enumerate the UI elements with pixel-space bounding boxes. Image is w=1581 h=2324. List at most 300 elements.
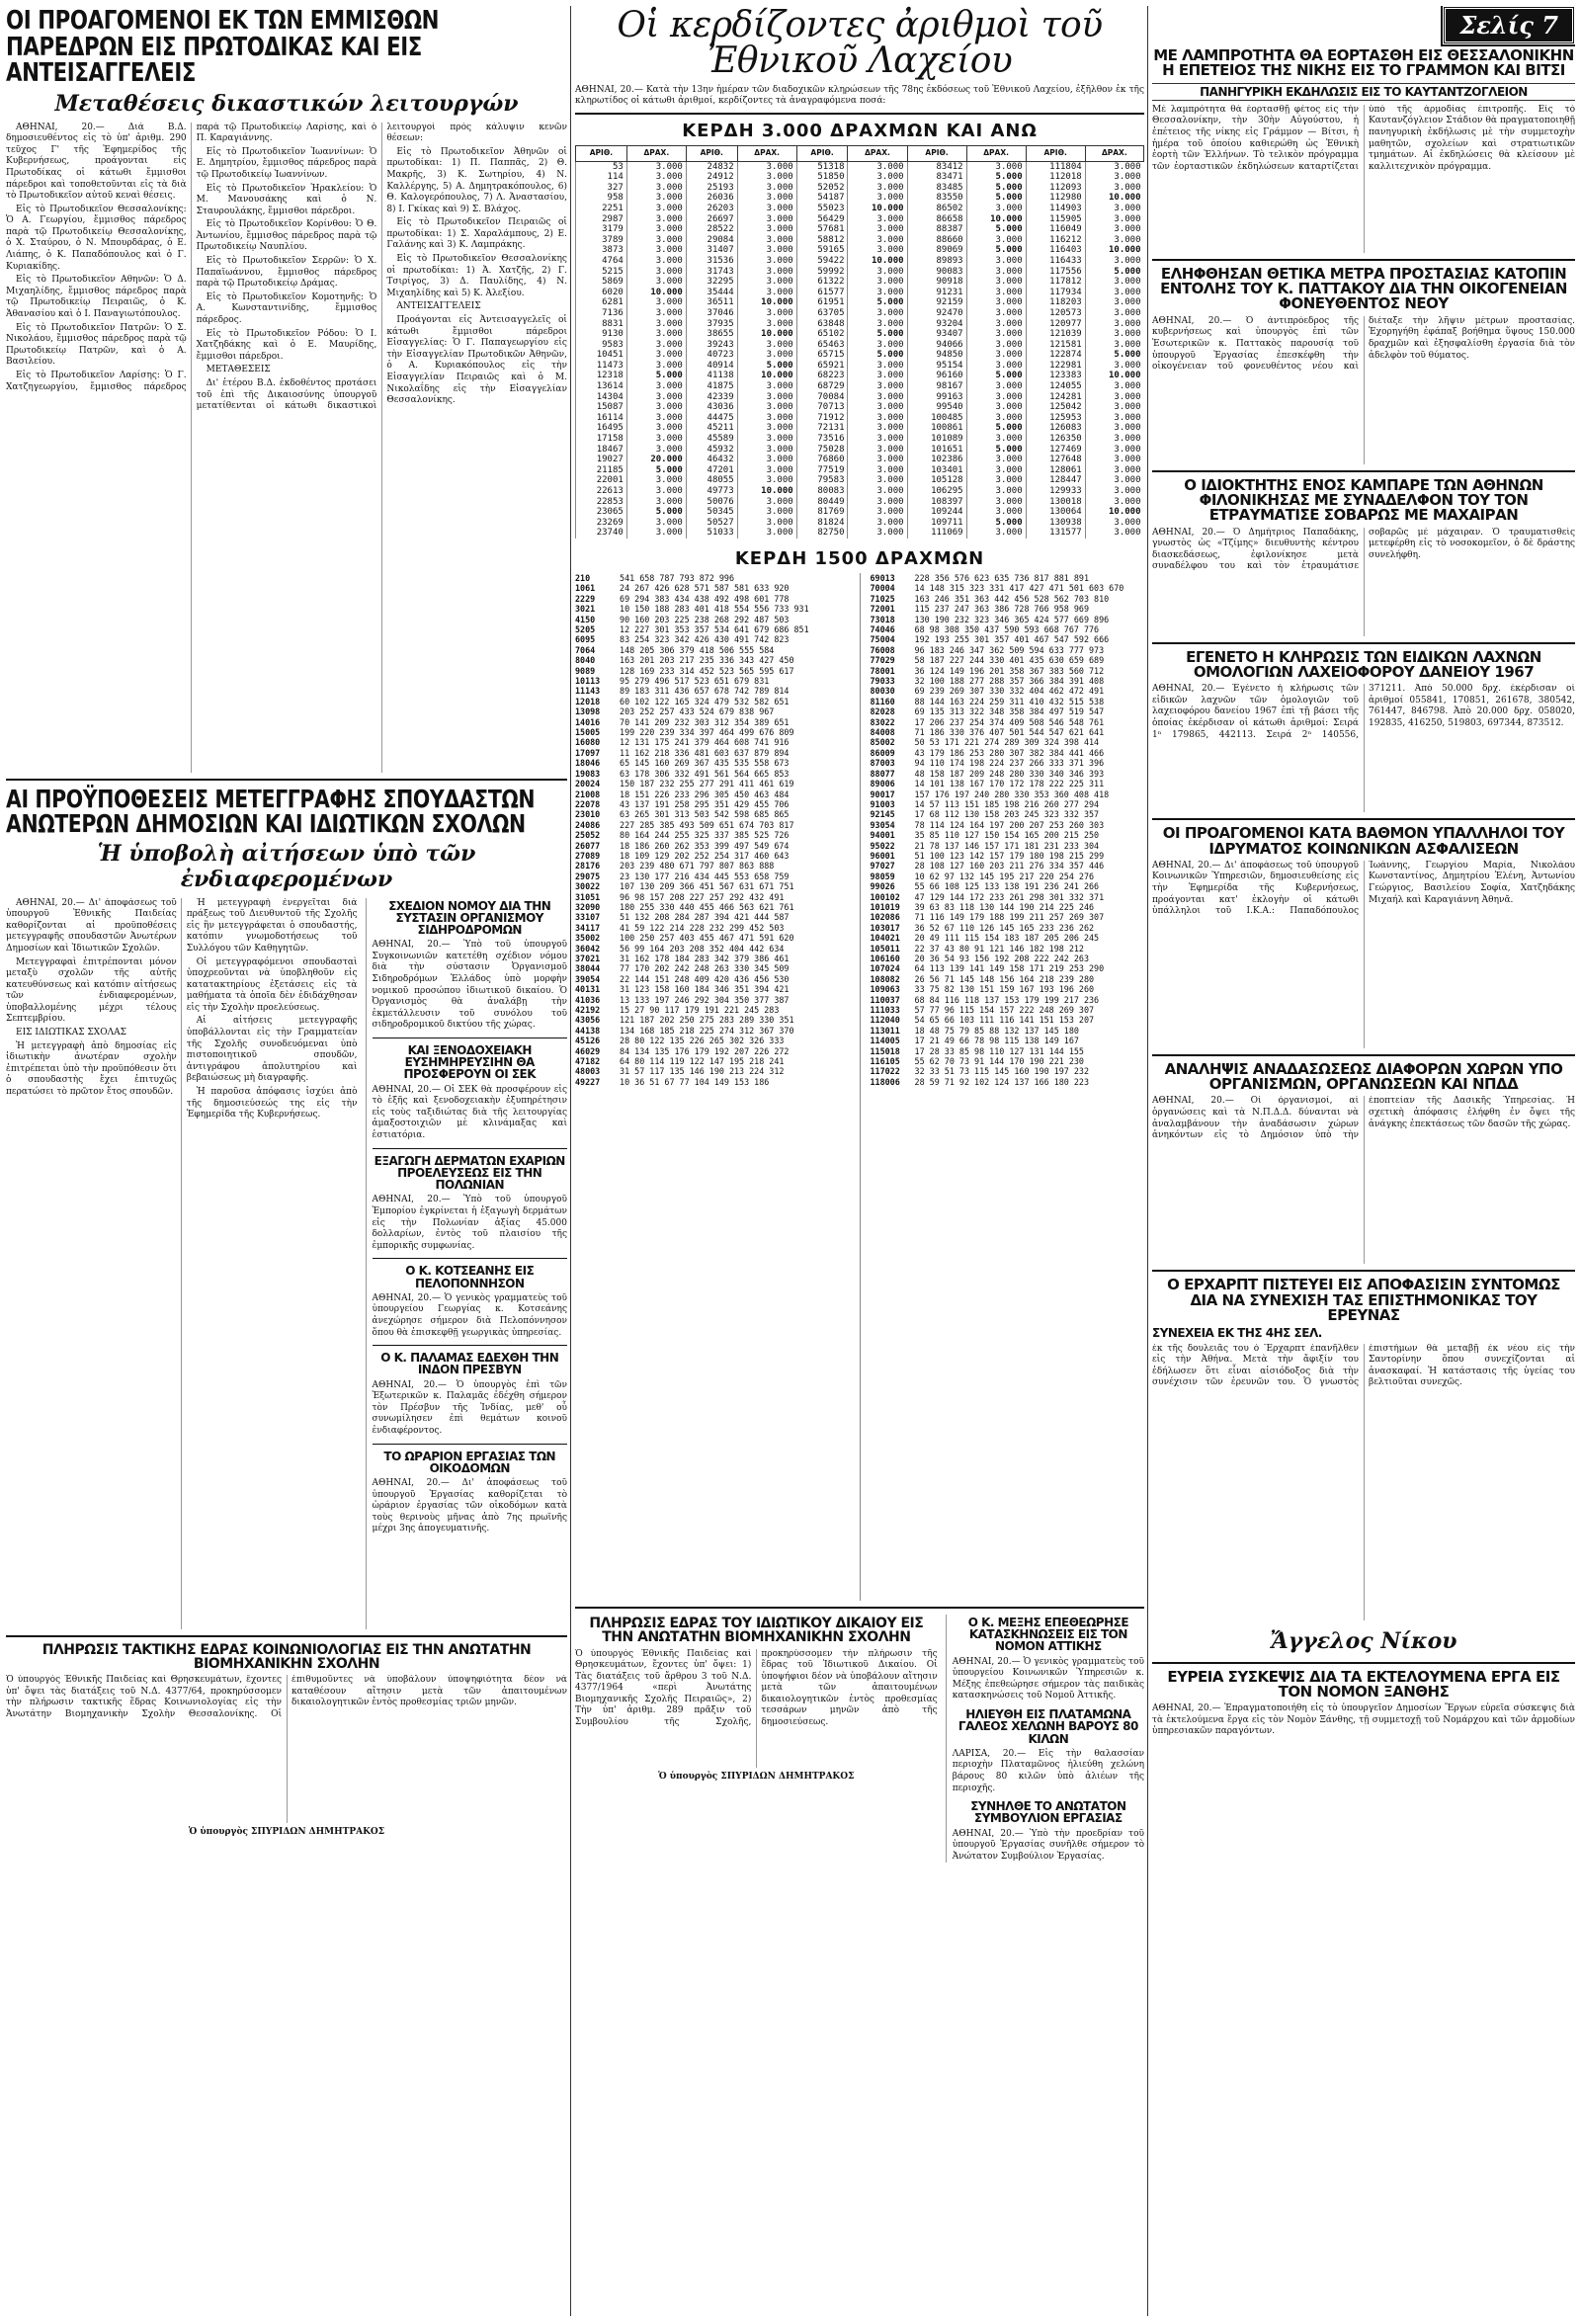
- author-byline: Ἄγγελος Νίκου: [1270, 1627, 1457, 1654]
- ticket-number: 98167: [907, 381, 966, 392]
- winning-numbers: 107 130 209 366 451 567 631 671 751: [615, 881, 794, 892]
- series-number: 115018: [870, 1045, 900, 1056]
- series-number: 102086: [870, 912, 900, 923]
- list-item: [871, 666, 1145, 676]
- winning-numbers: 20 49 111 115 154 183 187 205 206 245: [909, 933, 1100, 944]
- ticket-number: 130018: [1026, 497, 1085, 508]
- divider: [1152, 818, 1575, 820]
- prize-amount: 3.000: [1085, 204, 1143, 214]
- list-item: [871, 830, 1145, 840]
- ticket-number: 37046: [686, 308, 737, 319]
- list-item: [871, 594, 1145, 604]
- table-row: [576, 528, 1144, 539]
- column-divider: [1147, 6, 1148, 2316]
- winning-numbers: 68 84 116 118 137 153 179 199 217 236: [909, 994, 1100, 1005]
- list-item: [575, 1046, 850, 1056]
- prize-amount: 3.000: [1085, 445, 1143, 456]
- prize-amount: 3.000: [848, 193, 907, 204]
- winning-numbers: 57 77 96 115 154 157 222 248 269 307: [909, 1005, 1095, 1016]
- article-anniversary: Μὲ λαμπρότητα θὰ ἑορτασθῇ φέτος εἰς τὴν Θεσσαλονίκην, τὴν 30ὴν Αὐγούστου, ἡ ἐπέτειος τῆς νίκης εἰς Γράμμον — Βίτσι, ἡ ἡμέρα τοῦ ὁποίου καθιερώθη ὡς Ἑθνικὴ ἑορτὴ τῶν Ἐλλήνων. Τὸ τελικὸν πρόγραμμα τῶν ἑορταστικῶν ἐκδηλώσεων καταρτίζεται ὑπὸ τῆς ἁρμοδίας ἐπιτροπῆς. Εἰς τὸ Καυτανζόγλειον Στάδιον θὰ πραγματοποιηθῇ πανηγυρικὴ ἐκδήλωσις μὲ τὴν συμμετοχὴν μαθητῶν, σχολείων καὶ στρατιωτικῶν τμημάτων. Αἱ ἐκδηλώσεις θὰ κλείσουν μὲ καλλιτεχνικὸν πρόγραμμα.: [1152, 104, 1575, 172]
- prize-amount: 5.000: [966, 183, 1026, 194]
- article-cabaret-owner: ΑΘΗΝΑΙ, 20.— Ὁ Δημήτριος Παπαδάκης, γνωστὸς ὡς «Τζίμης» διευθυντὴς κέντρου διασκεδάσεως, ἐφιλονίκησε μετὰ συναδέλφου του καὶ τὸν ἐτραυμάτισε σοβαρῶς μὲ μάχαιραν. Ὁ τραυματισθεὶς μετεφέρθη εἰς τὸ νοσοκομεῖον, ὁ δὲ δράστης συνελήφθη.: [1152, 527, 1575, 572]
- list-item: [575, 645, 850, 655]
- prize-amount: 3.000: [966, 329, 1026, 340]
- prize-amount: 3.000: [1085, 434, 1143, 445]
- table-row: [576, 245, 1144, 256]
- article-labour-council: ΑΘΗΝΑΙ, 20.— Ὑπὸ τὴν προεδρίαν τοῦ ὑπουργοῦ Ἐργασίας συνῆλθε σήμερον τὸ Ἀνώτατον Συμβούλιον Ἐργασίας.: [952, 1828, 1144, 1862]
- series-number: 93054: [870, 819, 895, 830]
- table-row: [576, 340, 1144, 351]
- prize-amount: 3.000: [848, 277, 907, 288]
- series-number: 100102: [870, 891, 900, 902]
- winning-numbers: 157 176 197 240 280 330 353 360 408 418: [909, 788, 1110, 799]
- ticket-number: 6020: [576, 288, 627, 298]
- prize-amount: 3.000: [626, 183, 686, 194]
- ticket-number: 126083: [1026, 423, 1085, 434]
- list-item: [871, 748, 1145, 758]
- list-item: [871, 851, 1145, 861]
- series-number: 44138: [575, 1025, 601, 1036]
- divider: [373, 1345, 568, 1346]
- ticket-number: 46432: [686, 455, 737, 465]
- ticket-number: 120573: [1026, 308, 1085, 319]
- ticket-number: 117812: [1026, 277, 1085, 288]
- table-header: ΑΡΙΘ.: [1026, 146, 1085, 162]
- list-item: [575, 758, 850, 768]
- ticket-number: 51850: [796, 172, 848, 183]
- winning-numbers: 32 33 51 73 115 145 160 190 197 232: [909, 1066, 1090, 1077]
- prize-amount: 3.000: [1085, 361, 1143, 372]
- winning-numbers: 180 255 330 440 455 466 563 621 761: [615, 901, 794, 912]
- list-item: [575, 1005, 850, 1015]
- ticket-number: 47201: [686, 465, 737, 476]
- series-number: 73018: [870, 614, 895, 624]
- short-news-column: [366, 898, 568, 1629]
- ticket-number: 81769: [796, 507, 848, 518]
- ticket-number: 5869: [576, 277, 627, 288]
- prize-amount: 3.000: [848, 413, 907, 424]
- ticket-number: 44475: [686, 413, 737, 424]
- list-item: [871, 820, 1145, 830]
- ticket-number: 68729: [796, 381, 848, 392]
- headline-labour-council: ΣΥΝΗΛΘΕ ΤΟ ΑΝΩΤΑΤΟΝ ΣΥΜΒΟΥΛΙΟΝ ΕΡΓΑΣΙΑΣ: [970, 1799, 1126, 1826]
- ticket-number: 55023: [796, 204, 848, 214]
- winning-numbers: 192 193 255 301 357 401 467 547 592 666: [909, 634, 1110, 645]
- prize-amount: 3.000: [626, 161, 686, 172]
- series-number: 22078: [575, 798, 601, 809]
- ticket-number: 116212: [1026, 235, 1085, 246]
- ticket-number: 51318: [796, 161, 848, 172]
- ticket-number: 58812: [796, 235, 848, 246]
- divider: [373, 1258, 568, 1259]
- prize-amount: 3.000: [737, 507, 796, 518]
- list-item: [871, 995, 1145, 1005]
- article-protection-measures: ΑΘΗΝΑΙ, 20.— Ὁ ἀντιπρόεδρος τῆς κυβερνήσεως καὶ ὑπουργὸς ἐπὶ τῶν Ἐσωτερικῶν κ. Παττακὸς παρουσίᾳ τοῦ ὑπουργοῦ Ἐργασίας ἐπεσκέφθη τὴν οἰκογένειαν τοῦ φονευθέντος νέου καὶ διέταξε τὴν λῆψιν μέτρων προστασίας. Ἐχορηγήθη ἐφάπαξ βοήθημα ὕψους 150.000 δραχμῶν καὶ ἐξησφαλίσθη ἐργασία διὰ τὸν ἀδελφὸν τοῦ θύματος.: [1152, 315, 1575, 373]
- winning-numbers: 55 66 108 125 133 138 191 236 241 266: [909, 881, 1100, 892]
- ticket-number: 4764: [576, 256, 627, 267]
- winning-numbers: 31 123 158 160 184 346 351 394 421: [615, 984, 790, 995]
- paragraph: ΕΙΣ ΙΔΙΩΤΙΚΑΣ ΣΧΟΛΑΣ: [16, 1028, 126, 1038]
- list-item: [575, 881, 850, 891]
- divider: [1152, 470, 1575, 472]
- left-column: [6, 6, 567, 2316]
- list-item: [871, 872, 1145, 881]
- prize-amount: 10.000: [966, 214, 1026, 225]
- table-header: ΔΡΑΧ.: [737, 146, 796, 162]
- ticket-number: 50527: [686, 518, 737, 529]
- headline-civil-law: ΠΛΗΡΩΣΙΣ ΕΔΡΑΣ ΤΟΥ ΙΔΙΩΤΙΚΟΥ ΔΙΚΑΙΟΥ ΕΙΣ ΤΗΝ ΑΝΩΤΑΤΗΝ ΒΙΟΜΗΧΑΝΙΚΗΝ ΣΧΟΛΗΝ: [589, 1615, 924, 1646]
- prize-amount: 3.000: [626, 434, 686, 445]
- table-row: [576, 214, 1144, 225]
- prize-amount: 3.000: [848, 402, 907, 413]
- table-row: [576, 308, 1144, 319]
- series-number: 116105: [870, 1056, 900, 1067]
- ticket-number: 70713: [796, 402, 848, 413]
- list-item: [871, 697, 1145, 706]
- prize-amount: 3.000: [626, 413, 686, 424]
- series-number: 71025: [870, 593, 895, 604]
- list-item: [871, 645, 1145, 655]
- list-item: [871, 1036, 1145, 1045]
- prize-amount: 3.000: [966, 340, 1026, 351]
- ticket-number: 99163: [907, 392, 966, 403]
- paragraph: Ἡ μετεγγραφὴ ἀπὸ δημοσίας εἰς ἰδιωτικὴν ἀνωτέραν σχολὴν ἐπιτρέπεται ὑπὸ τὴν προϋπόθεσιν ὅτι ὁ σπουδαστὴς ἔχει ἐπιτυχῶς περατώσει τὸ πρῶτον ἔτος σπουδῶν.: [6, 1040, 177, 1098]
- ticket-number: 40914: [686, 361, 737, 372]
- prize-amount: 10.000: [737, 297, 796, 308]
- article-leather-export: ΑΘΗΝΑΙ, 20.— Ὑπὸ τοῦ ὑπουργοῦ Ἐμπορίου ἐγκρίνεται ἡ ἐξαγωγὴ δερμάτων εἰς τὴν Πολωνίαν ἀξίας 45.000 δολλαρίων, ἐντὸς τοῦ πλαισίου τῆς ἐμπορικῆς συμφωνίας.: [372, 1195, 567, 1251]
- list-item: [575, 697, 850, 706]
- ticket-number: 52052: [796, 183, 848, 194]
- article-palamas: ΑΘΗΝΑΙ, 20.— Ὁ ὑπουργὸς ἐπὶ τῶν Ἐξωτερικῶν κ. Παλαμᾶς ἐδέχθη σήμερον τὸν Πρέσβυν τῆς Ἰνδίας, μεθ' οὗ συνωμίλησεν ἐπὶ θεμάτων κοινοῦ ἐνδιαφέροντος.: [372, 1379, 567, 1437]
- list-item: [575, 615, 850, 624]
- prize-amount: 3.000: [966, 475, 1026, 486]
- prize-amount: 3.000: [966, 350, 1026, 361]
- article-mexis: ΑΘΗΝΑΙ, 20.— Ὁ γενικὸς γραμματεὺς τοῦ ὑπουργείου Κοινωνικῶν Ὑπηρεσιῶν κ. Μέξης ἐπεθεώρησε σήμερον τὰς παιδικὰς κατασκηνώσεις τοῦ Νομοῦ Ἀττικῆς.: [952, 1656, 1144, 1702]
- prize-amount: 3.000: [848, 434, 907, 445]
- winning-numbers: 77 170 202 242 248 263 330 345 509: [615, 963, 790, 974]
- winning-numbers: 17 68 112 130 158 203 245 323 332 357: [909, 809, 1100, 820]
- list-item: [575, 779, 850, 788]
- winning-numbers: 228 356 576 623 635 736 817 881 891: [909, 572, 1090, 583]
- signature: Ὁ ὑπουργὸς ΣΠΥΡΙΔΩΝ ΔΗΜΗΤΡΑΚΟΣ: [658, 1771, 855, 1782]
- ticket-number: 15087: [576, 402, 627, 413]
- prize-amount: 3.000: [737, 381, 796, 392]
- prize-amount: 3.000: [626, 308, 686, 319]
- prize-amount: 3.000: [626, 392, 686, 403]
- prize-amount: 3.000: [848, 235, 907, 246]
- ticket-number: 958: [576, 193, 627, 204]
- prize-amount: 3.000: [626, 350, 686, 361]
- prize-amount: 3.000: [737, 308, 796, 319]
- winning-numbers: 28 108 127 160 203 211 276 334 357 446: [909, 861, 1105, 872]
- ticket-number: 24912: [686, 172, 737, 183]
- prize-amount: 3.000: [626, 245, 686, 256]
- prize-amount: 10.000: [1085, 371, 1143, 381]
- list-item: [575, 841, 850, 851]
- ticket-number: 23065: [576, 507, 627, 518]
- prize-amount: 3.000: [966, 319, 1026, 330]
- bottom-briefs: [946, 1615, 1144, 1863]
- prize-amount: 3.000: [737, 340, 796, 351]
- list-item: [575, 954, 850, 963]
- winning-numbers: 65 145 160 269 367 435 535 558 673: [615, 758, 790, 769]
- prize-amount: 3.000: [737, 256, 796, 267]
- prize-amount: 5.000: [966, 371, 1026, 381]
- lower-left-area: [6, 898, 567, 1629]
- ticket-number: 23269: [576, 518, 627, 529]
- ticket-number: 45589: [686, 434, 737, 445]
- ticket-number: 94850: [907, 350, 966, 361]
- prize-amount: 3.000: [737, 465, 796, 476]
- ticket-number: 90083: [907, 267, 966, 278]
- winning-numbers: 36 124 149 196 201 358 367 383 560 712: [909, 665, 1105, 676]
- article-work-hours: ΑΘΗΝΑΙ, 20.— Δι' ἀποφάσεως τοῦ ὑπουργοῦ Ἐργασίας καθορίζεται τὸ ὡράριον ἐργασίας τῶν οἰκοδόμων κατὰ τοὺς θερινοὺς μῆνας ἀπὸ 7ης πρωϊνῆς μέχρι 3ης ἀπογευματινῆς.: [372, 1478, 567, 1535]
- series-number: 87003: [870, 758, 895, 769]
- prize-amount: 5.000: [966, 172, 1026, 183]
- prize-amount: 3.000: [848, 172, 907, 183]
- prize-amount: 3.000: [626, 172, 686, 183]
- winning-numbers: 51 132 208 284 287 394 421 444 587: [615, 912, 790, 923]
- series-number: 2229: [575, 593, 596, 604]
- prize-amount: 3.000: [626, 518, 686, 529]
- ticket-number: 83485: [907, 183, 966, 194]
- winning-numbers: 22 37 43 80 91 121 146 182 198 212: [909, 943, 1084, 954]
- winning-numbers: 63 265 301 313 503 542 598 685 865: [615, 809, 790, 820]
- table-row: [576, 413, 1144, 424]
- prize-amount: 3.000: [626, 277, 686, 288]
- prize-amount: 3.000: [626, 381, 686, 392]
- table-row: [576, 381, 1144, 392]
- prize-amount: 10.000: [848, 256, 907, 267]
- prize-amount: 3.000: [626, 319, 686, 330]
- list-item: [871, 727, 1145, 737]
- list-item: [575, 1077, 850, 1087]
- series-number: 104021: [870, 933, 900, 944]
- prize-amount: 3.000: [1085, 518, 1143, 529]
- winning-numbers: 54 65 66 103 111 116 141 151 153 207: [909, 1015, 1095, 1026]
- ticket-number: 26697: [686, 214, 737, 225]
- series-number: 90017: [870, 788, 895, 799]
- ticket-number: 106295: [907, 486, 966, 497]
- winning-numbers: 60 102 122 165 324 479 532 582 651: [615, 696, 790, 706]
- series-number: 17097: [575, 747, 601, 758]
- list-item: [575, 820, 850, 830]
- series-number: 96001: [870, 850, 895, 861]
- article-xanthi-works: ΑΘΗΝΑΙ, 20.— Ἐπραγματοποιήθη εἰς τὸ ὑπουργεῖον Δημοσίων Ἔργων εὐρεῖα σύσκεψις διὰ τὰ ἐκτελούμενα ἔργα εἰς τὸν Νομὸν Ξάνθης, τῇ συμμετοχῇ τοῦ Νομάρχου καὶ τῶν ἁρμοδίων ὑπηρεσιακῶν παραγόντων.: [1152, 1703, 1575, 1737]
- ticket-number: 9130: [576, 329, 627, 340]
- winning-numbers: 15 27 90 117 179 191 221 245 283: [615, 1005, 780, 1016]
- prize-amount: 3.000: [1085, 486, 1143, 497]
- ticket-number: 16114: [576, 413, 627, 424]
- series-number: 39054: [575, 973, 601, 984]
- ticket-number: 45211: [686, 423, 737, 434]
- article-student-transfers: [6, 898, 358, 1629]
- series-number: 98059: [870, 871, 895, 881]
- winning-numbers: 95 279 496 517 523 651 679 831: [615, 676, 770, 687]
- prize-amount: 3.000: [626, 204, 686, 214]
- series-number: 106160: [870, 954, 900, 963]
- small-wins-title: ΚΕΡΔΗ 1500 ΔΡΑΧΜΩΝ: [734, 547, 985, 569]
- ticket-number: 109244: [907, 507, 966, 518]
- prize-amount: 3.000: [848, 161, 907, 172]
- series-number: 9089: [575, 665, 596, 676]
- winning-numbers: 69 294 383 434 438 492 498 601 778: [615, 593, 790, 604]
- ticket-number: 123383: [1026, 371, 1085, 381]
- list-item: [871, 779, 1145, 788]
- winning-numbers: 56 99 164 203 208 352 404 442 634: [615, 943, 785, 954]
- big-wins-table: [575, 145, 1144, 539]
- list-item: [871, 634, 1145, 644]
- civil-law-block: [575, 1615, 938, 1863]
- series-number: 111033: [870, 1005, 900, 1016]
- ticket-number: 108397: [907, 497, 966, 508]
- prize-amount: 3.000: [966, 256, 1026, 267]
- prize-amount: 3.000: [966, 455, 1026, 465]
- series-number: 99026: [870, 881, 895, 892]
- prize-amount: 3.000: [737, 497, 796, 508]
- table-row: [576, 235, 1144, 246]
- prize-amount: 3.000: [626, 528, 686, 539]
- series-number: 75004: [870, 634, 895, 645]
- prize-amount: 5.000: [966, 193, 1026, 204]
- series-number: 21008: [575, 788, 601, 799]
- prize-amount: 3.000: [966, 277, 1026, 288]
- ticket-number: 41875: [686, 381, 737, 392]
- prize-amount: 3.000: [848, 445, 907, 456]
- prize-amount: 5.000: [626, 507, 686, 518]
- prize-amount: 5.000: [966, 245, 1026, 256]
- winning-numbers: 68 98 308 350 437 590 593 668 767 776: [909, 624, 1100, 634]
- paragraph: ΑΘΗΝΑΙ, 20.— Δι' ἀποφάσεως τοῦ ὑπουργοῦ Ἐθνικῆς Παιδείας καθορίζονται αἱ προϋποθέσεις μετεγγραφῆς σπουδαστῶν Ἀνωτέρων Δημοσίων καὶ Ἰδιωτικῶν Σχολῶν.: [6, 897, 177, 954]
- prize-amount: 3.000: [1085, 455, 1143, 465]
- ticket-number: 91231: [907, 288, 966, 298]
- list-item: [871, 799, 1145, 809]
- list-item: [871, 1077, 1145, 1087]
- lottery-bottom: [575, 1615, 1144, 1863]
- winning-numbers: 17 28 33 85 98 110 127 131 144 155: [909, 1045, 1084, 1056]
- prize-amount: 5.000: [1085, 267, 1143, 278]
- list-item: [575, 1066, 850, 1076]
- winning-numbers: 41 59 122 214 228 232 299 452 503: [615, 922, 785, 933]
- list-item: [575, 923, 850, 933]
- winning-numbers: 24 267 426 628 571 587 581 633 920: [615, 583, 790, 594]
- table-header: ΑΡΙΘ.: [907, 146, 966, 162]
- ticket-number: 96160: [907, 371, 966, 381]
- series-number: 4150: [575, 614, 596, 624]
- list-item: [575, 604, 850, 614]
- list-item: [575, 737, 850, 747]
- headline-protection-measures: ΕΛΗΦΘΗΣΑΝ ΘΕΤΙΚΑ ΜΕΤΡΑ ΠΡΟΣΤΑΣΙΑΣ ΚΑΤΟΠΙΝ ΕΝΤΟΛΗΣ ΤΟΥ Κ. ΠΑΤΤΑΚΟΥ ΔΙΑ ΤΗΝ ΟΙΚΟΓΕΝΕΙΑΝ ΦΟΝΕΥΘΕΝΤΟΣ ΝΕΟΥ: [1160, 264, 1567, 313]
- prize-amount: 10.000: [737, 486, 796, 497]
- list-item: [575, 727, 850, 737]
- ticket-number: 112980: [1026, 193, 1085, 204]
- winning-numbers: 32 100 188 277 288 357 366 384 391 408: [909, 676, 1105, 687]
- prize-amount: 3.000: [1085, 297, 1143, 308]
- ticket-number: 126350: [1026, 434, 1085, 445]
- list-item: [575, 861, 850, 871]
- lottery-column: [575, 6, 1144, 2316]
- article-railways-bill: ΑΘΗΝΑΙ, 20.— Ὑπὸ τοῦ ὑπουργοῦ Συγκοινωνιῶν κατετέθη σχέδιον νόμου διὰ τὴν σύστασιν Ὀργανισμοῦ Σιδηροδρόμων Ἑλλάδος ὑπὸ μορφὴν νομικοῦ προσώπου ἰδιωτικοῦ δικαίου. Ὁ Ὀργανισμὸς θὰ ἀναλάβῃ τὴν ἐκμετάλλευσιν τοῦ συνόλου τοῦ σιδηροδρομικοῦ δικτύου τῆς χώρας.: [372, 940, 567, 1031]
- list-item: [575, 583, 850, 593]
- prize-amount: 3.000: [966, 161, 1026, 172]
- winning-numbers: 89 183 311 436 657 678 742 789 814: [615, 686, 790, 697]
- prize-amount: 10.000: [1085, 193, 1143, 204]
- prize-amount: 3.000: [1085, 381, 1143, 392]
- table-header: ΔΡΑΧ.: [1085, 146, 1143, 162]
- list-item: [871, 686, 1145, 696]
- prize-amount: 10.000: [737, 371, 796, 381]
- list-item: [575, 902, 850, 912]
- winning-numbers: 80 164 244 255 325 337 385 525 726: [615, 830, 790, 841]
- table-header: ΔΡΑΧ.: [966, 146, 1026, 162]
- table-row: [576, 329, 1144, 340]
- ticket-number: 83412: [907, 161, 966, 172]
- prize-amount: 3.000: [966, 361, 1026, 372]
- winning-numbers: 130 190 232 323 346 365 424 577 669 896: [909, 614, 1110, 624]
- prize-amount: 3.000: [966, 267, 1026, 278]
- table-row: [576, 475, 1144, 486]
- series-number: 92145: [870, 809, 895, 820]
- series-number: 105011: [870, 943, 900, 954]
- table-row: [576, 224, 1144, 235]
- ticket-number: 122874: [1026, 350, 1085, 361]
- prize-amount: 3.000: [737, 434, 796, 445]
- list-item: [871, 604, 1145, 614]
- headline-anniversary: ΜΕ ΛΑΜΠΡΟΤΗΤΑ ΘΑ ΕΟΡΤΑΣΘΗ ΕΙΣ ΘΕΣΣΑΛΟΝΙΚΗΝ Η ΕΠΕΤΕΙΟΣ ΤΗΣ ΝΙΚΗΣ ΕΙΣ ΤΟ ΓΡΑΜΜΟΝ ΚΑΙ ΒΙΤΣΙ: [1153, 46, 1574, 80]
- ticket-number: 6281: [576, 297, 627, 308]
- small-wins-left: [575, 573, 850, 1601]
- ticket-number: 93407: [907, 329, 966, 340]
- ticket-number: 79583: [796, 475, 848, 486]
- winning-numbers: 94 110 174 198 224 237 266 333 371 396: [909, 758, 1105, 769]
- paragraph: Εἰς τὸ Πρωτοδικεῖον Σερρῶν: Ὁ Χ. Παπαϊωάννου, ἔμμισθος πάρεδρος παρὰ τῷ Πρωτοδικείῳ Δράμας.: [196, 256, 377, 290]
- ticket-number: 65921: [796, 361, 848, 372]
- prize-amount: 3.000: [626, 423, 686, 434]
- series-number: 13098: [575, 706, 601, 717]
- ticket-number: 38655: [686, 329, 737, 340]
- prize-amount: 3.000: [848, 518, 907, 529]
- winning-numbers: 43 137 191 258 295 351 429 455 706: [615, 798, 790, 809]
- winning-numbers: 121 187 202 250 275 283 289 330 351: [615, 1015, 794, 1026]
- series-number: 88077: [870, 768, 895, 779]
- list-item: [871, 676, 1145, 686]
- ticket-number: 26036: [686, 193, 737, 204]
- ticket-number: 22613: [576, 486, 627, 497]
- ticket-number: 128061: [1026, 465, 1085, 476]
- ticket-number: 115905: [1026, 214, 1085, 225]
- winning-numbers: 203 239 480 671 797 807 863 888: [615, 861, 775, 872]
- headline-work-hours: ΤΟ ΩΡΑΡΙΟΝ ΕΡΓΑΣΙΑΣ ΤΩΝ ΟΙΚΟΔΟΜΩΝ: [383, 1449, 556, 1475]
- series-number: 6095: [575, 634, 596, 645]
- ticket-number: 25193: [686, 183, 737, 194]
- paragraph: Μετεγγραφαὶ ἐπιτρέπονται μόνον μεταξὺ σχολῶν τῆς αὐτῆς κατευθύνσεως καὶ κατόπιν αἰτήσεως τῶν ἐνδιαφερομένων, ὑποβαλλομένης μέχρι τέλους Σεπτεμβρίου.: [6, 956, 177, 1025]
- winning-numbers: 28 80 122 135 226 265 302 326 333: [615, 1036, 785, 1046]
- prize-amount: 3.000: [737, 423, 796, 434]
- ticket-number: 117556: [1026, 267, 1085, 278]
- winning-numbers: 31 57 117 135 146 190 213 224 312: [615, 1066, 785, 1077]
- prize-amount: 3.000: [1085, 183, 1143, 194]
- winning-numbers: 10 150 188 283 401 418 554 556 733 931: [615, 604, 809, 615]
- winning-numbers: 10 36 51 67 77 104 149 153 186: [615, 1076, 770, 1087]
- list-item: [575, 1026, 850, 1036]
- table-row: [576, 445, 1144, 456]
- prize-amount: 5.000: [1085, 350, 1143, 361]
- table-header: ΑΡΙΘ.: [686, 146, 737, 162]
- list-item: [575, 748, 850, 758]
- prize-amount: 5.000: [626, 465, 686, 476]
- paragraph: Εἰς τὸ Πρωτοδικεῖον Πειραιῶς οἱ πρωτοδίκαι: 1) Σ. Χαραλάμπους, 2) Ε. Γαλάνης καὶ 3) Κ. Λαμπράκης.: [386, 217, 567, 251]
- article-civil-law: Ὁ ὑπουργὸς Ἐθνικῆς Παιδείας καὶ Θρησκευμάτων, ἔχοντες ὑπ' ὄψει: 1) Τὰς διατάξεις τοῦ ἄρθρου 3 τοῦ Ν.Δ. 4377/1964 «περὶ Ἀνωτάτης Βιομηχανικῆς Σχολῆς Πειραιῶς», 2) Τὴν ὑπ' ἀριθμ. 289 πρᾶξιν τοῦ Συμβουλίου τῆς Σχολῆς, προκηρύσσομεν τὴν πλήρωσιν τῆς ἕδρας τοῦ Ἰδιωτικοῦ Δικαίου. Οἱ ὑποψήφιοι δέον νὰ ὑποβάλουν αἴτησιν μετὰ τῶν ἀπαιτουμένων δικαιολογητικῶν ἐντὸς προθεσμίας τεσσάρων μηνῶν ἀπὸ τῆς δημοσιεύσεως.: [575, 1648, 938, 1728]
